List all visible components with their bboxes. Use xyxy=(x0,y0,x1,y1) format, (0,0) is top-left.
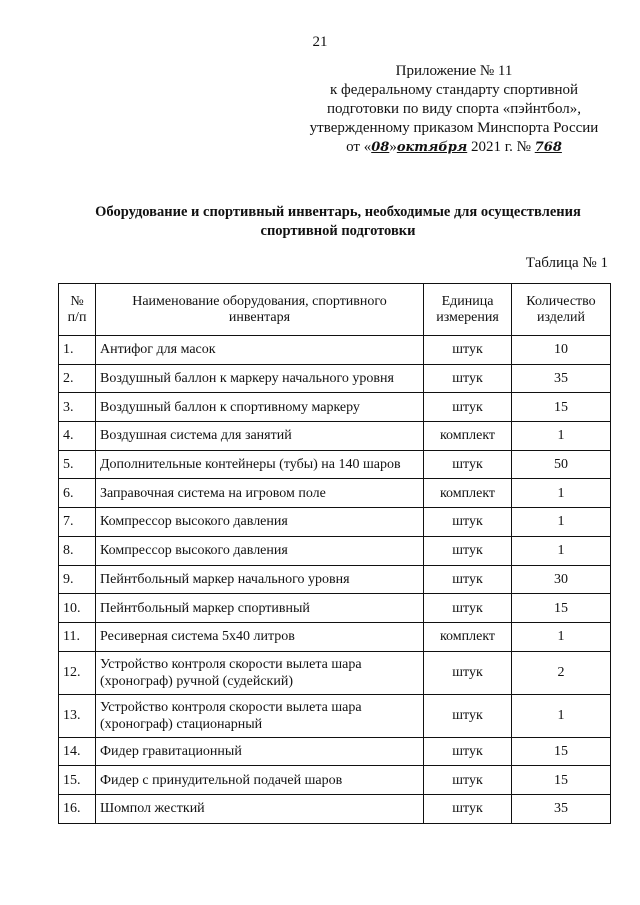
cell-qty: 1 xyxy=(512,622,611,651)
cell-qty: 35 xyxy=(512,794,611,823)
date-mid: » xyxy=(389,139,397,155)
cell-qty: 1 xyxy=(512,479,611,508)
cell-qty: 1 xyxy=(512,422,611,451)
header-qty: Количество изделий xyxy=(512,284,611,336)
table-label: Таблица № 1 xyxy=(525,255,608,271)
cell-unit: штук xyxy=(424,450,512,479)
cell-unit: комплект xyxy=(424,479,512,508)
table-row xyxy=(59,450,611,479)
cell-num: 15. xyxy=(59,766,96,795)
table-header-row xyxy=(59,284,611,336)
table-row xyxy=(59,336,611,365)
cell-qty: 30 xyxy=(512,565,611,594)
cell-name: Заправочная система на игровом поле xyxy=(96,479,424,508)
table-row xyxy=(59,594,611,623)
table-row xyxy=(59,508,611,537)
cell-unit: штук xyxy=(424,336,512,365)
table-row xyxy=(59,565,611,594)
cell-name: Ресиверная система 5х40 литров xyxy=(96,622,424,651)
cell-name: Пейнтбольный маркер начального уровня xyxy=(96,565,424,594)
table-row xyxy=(59,422,611,451)
table-row xyxy=(59,479,611,508)
cell-unit: штук xyxy=(424,508,512,537)
cell-name: Воздушный баллон к спортивному маркеру xyxy=(96,393,424,422)
cell-num: 12. xyxy=(59,651,96,694)
cell-qty: 10 xyxy=(512,336,611,365)
table-row xyxy=(59,622,611,651)
header-name: Наименование оборудования, спортивного инвентаря xyxy=(96,284,424,336)
table-row xyxy=(59,393,611,422)
cell-unit: штук xyxy=(424,694,512,737)
cell-unit: штук xyxy=(424,536,512,565)
cell-unit: комплект xyxy=(424,622,512,651)
date-prefix: от « xyxy=(346,139,372,155)
appendix-date-line xyxy=(304,138,604,157)
cell-qty: 50 xyxy=(512,450,611,479)
cell-unit: штук xyxy=(424,794,512,823)
cell-unit: штук xyxy=(424,364,512,393)
cell-unit: штук xyxy=(424,594,512,623)
table-row xyxy=(59,766,611,795)
cell-qty: 15 xyxy=(512,393,611,422)
header-unit: Единица измерения xyxy=(424,284,512,336)
table-row xyxy=(59,694,611,737)
date-day: 08 xyxy=(371,140,390,155)
cell-qty: 15 xyxy=(512,737,611,766)
appendix-line-1: Приложение № 11 xyxy=(395,63,513,79)
cell-unit: комплект xyxy=(424,422,512,451)
cell-qty: 1 xyxy=(512,694,611,737)
cell-num: 4. xyxy=(59,422,96,451)
date-month: октября xyxy=(396,140,468,155)
cell-name: Шомпол жесткий xyxy=(96,794,424,823)
appendix-line-4: утвержденному приказом Минспорта России xyxy=(309,120,599,136)
cell-qty: 2 xyxy=(512,651,611,694)
cell-num: 6. xyxy=(59,479,96,508)
cell-num: 8. xyxy=(59,536,96,565)
cell-qty: 35 xyxy=(512,364,611,393)
appendix-header xyxy=(304,62,604,157)
cell-name: Воздушный баллон к маркеру начального уровня xyxy=(96,364,424,393)
cell-name: Дополнительные контейнеры (тубы) на 140 шаров xyxy=(96,450,424,479)
cell-num: 5. xyxy=(59,450,96,479)
cell-name: Фидер с принудительной подачей шаров xyxy=(96,766,424,795)
cell-qty: 15 xyxy=(512,766,611,795)
table-row xyxy=(59,536,611,565)
cell-name: Устройство контроля скорости вылета шара (хронограф) ручной (судейский) xyxy=(96,651,424,694)
equipment-table xyxy=(58,283,611,824)
cell-name: Компрессор высокого давления xyxy=(96,508,424,537)
cell-num: 10. xyxy=(59,594,96,623)
table-row xyxy=(59,651,611,694)
page-number: 21 xyxy=(312,34,328,50)
cell-num: 13. xyxy=(59,694,96,737)
appendix-line-3: подготовки по виду спорта «пэйнтбол», xyxy=(327,101,581,117)
table-row xyxy=(59,737,611,766)
cell-num: 16. xyxy=(59,794,96,823)
date-year: 2021 г. № xyxy=(470,139,531,155)
cell-num: 2. xyxy=(59,364,96,393)
cell-num: 14. xyxy=(59,737,96,766)
cell-name: Антифог для масок xyxy=(96,336,424,365)
cell-name: Устройство контроля скорости вылета шара (хронограф) стационарный xyxy=(96,694,424,737)
cell-qty: 15 xyxy=(512,594,611,623)
table-row xyxy=(59,364,611,393)
header-num: № п/п xyxy=(59,284,96,336)
cell-name: Фидер гравитационный xyxy=(96,737,424,766)
cell-num: 1. xyxy=(59,336,96,365)
cell-name: Компрессор высокого давления xyxy=(96,536,424,565)
order-number: 768 xyxy=(534,140,562,155)
document-title: Оборудование и спортивный инвентарь, необходимые для осуществления спортивной подготовки xyxy=(95,204,581,239)
cell-unit: штук xyxy=(424,651,512,694)
cell-qty: 1 xyxy=(512,508,611,537)
cell-num: 3. xyxy=(59,393,96,422)
cell-num: 7. xyxy=(59,508,96,537)
cell-name: Пейнтбольный маркер спортивный xyxy=(96,594,424,623)
appendix-line-2: к федеральному стандарту спортивной xyxy=(329,82,579,98)
cell-unit: штук xyxy=(424,393,512,422)
table-row xyxy=(59,794,611,823)
cell-num: 11. xyxy=(59,622,96,651)
cell-qty: 1 xyxy=(512,536,611,565)
cell-unit: штук xyxy=(424,766,512,795)
cell-name: Воздушная система для занятий xyxy=(96,422,424,451)
cell-unit: штук xyxy=(424,565,512,594)
cell-num: 9. xyxy=(59,565,96,594)
cell-unit: штук xyxy=(424,737,512,766)
